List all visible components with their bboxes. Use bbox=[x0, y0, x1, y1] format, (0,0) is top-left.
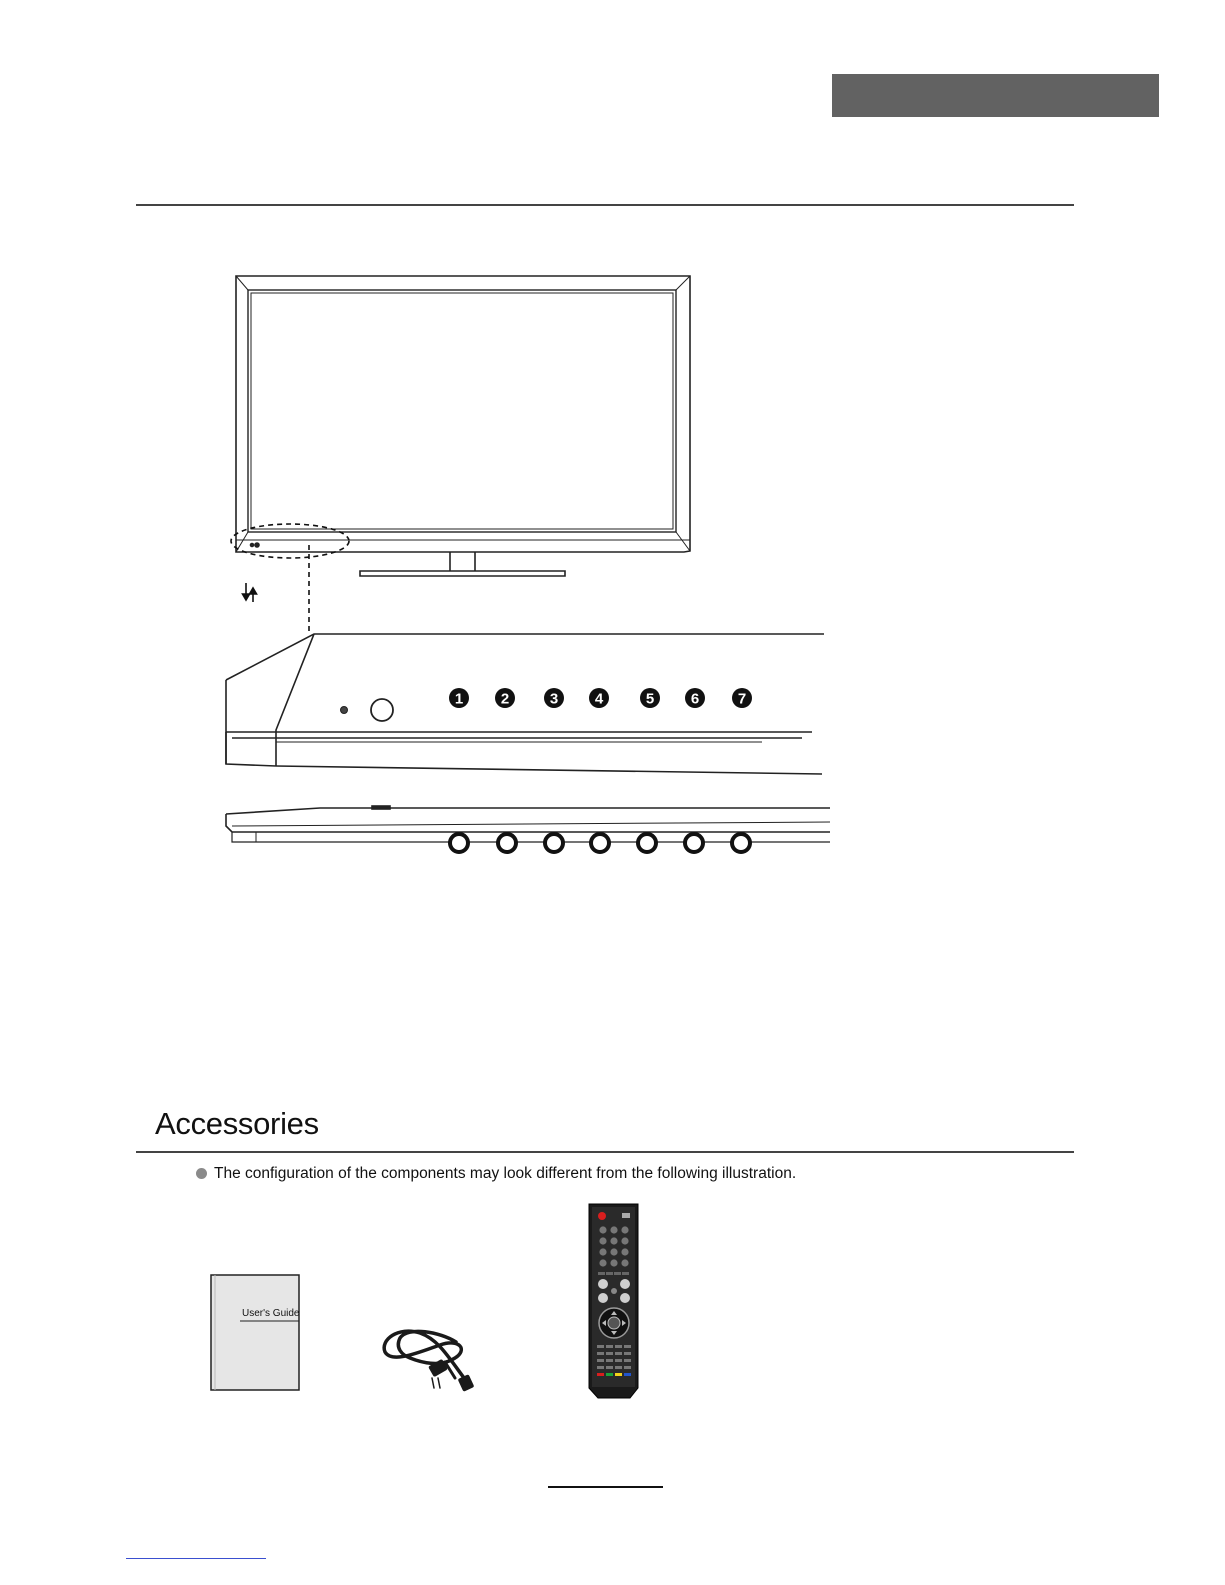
svg-text:3: 3 bbox=[549, 690, 559, 708]
bullet-icon bbox=[196, 1168, 207, 1179]
svg-text:6: 6 bbox=[690, 690, 700, 708]
accessories-note bbox=[196, 1163, 796, 1185]
svg-text:1: 1 bbox=[454, 690, 464, 708]
callout-1 bbox=[449, 688, 469, 708]
users-guide-booklet bbox=[211, 1275, 300, 1390]
callout-2 bbox=[495, 688, 515, 708]
svg-text:2: 2 bbox=[500, 690, 510, 708]
power-cord-icon bbox=[384, 1331, 474, 1392]
callout-5 bbox=[640, 688, 660, 708]
svg-text:4: 4 bbox=[594, 690, 604, 708]
direction-arrows-icon bbox=[243, 583, 257, 602]
side-buttons bbox=[450, 834, 750, 852]
side-button-3 bbox=[545, 834, 563, 852]
side-button-2 bbox=[498, 834, 516, 852]
side-button-1 bbox=[450, 834, 468, 852]
callout-7 bbox=[732, 688, 752, 708]
side-button-5 bbox=[638, 834, 656, 852]
remote-control-icon bbox=[589, 1204, 638, 1398]
svg-text:5: 5 bbox=[645, 690, 655, 708]
button-number-callouts bbox=[449, 688, 752, 708]
callout-6 bbox=[685, 688, 705, 708]
accessories-heading: Accessories bbox=[155, 1106, 319, 1141]
bottom-link-rule bbox=[126, 1558, 266, 1559]
users-guide-label: User's Guide bbox=[242, 1308, 300, 1319]
footer-rule bbox=[548, 1486, 663, 1488]
accessories-note-text: The configuration of the components may look different from the following illustration. bbox=[214, 1165, 797, 1182]
side-button-7 bbox=[732, 834, 750, 852]
callout-4 bbox=[589, 688, 609, 708]
power-indicator bbox=[371, 699, 393, 721]
accessories-divider bbox=[136, 1151, 1074, 1153]
side-button-4 bbox=[591, 834, 609, 852]
side-button-6 bbox=[685, 834, 703, 852]
svg-text:7: 7 bbox=[737, 690, 747, 708]
tv-monitor bbox=[236, 276, 690, 576]
callout-3 bbox=[544, 688, 564, 708]
ir-sensor bbox=[341, 707, 348, 714]
